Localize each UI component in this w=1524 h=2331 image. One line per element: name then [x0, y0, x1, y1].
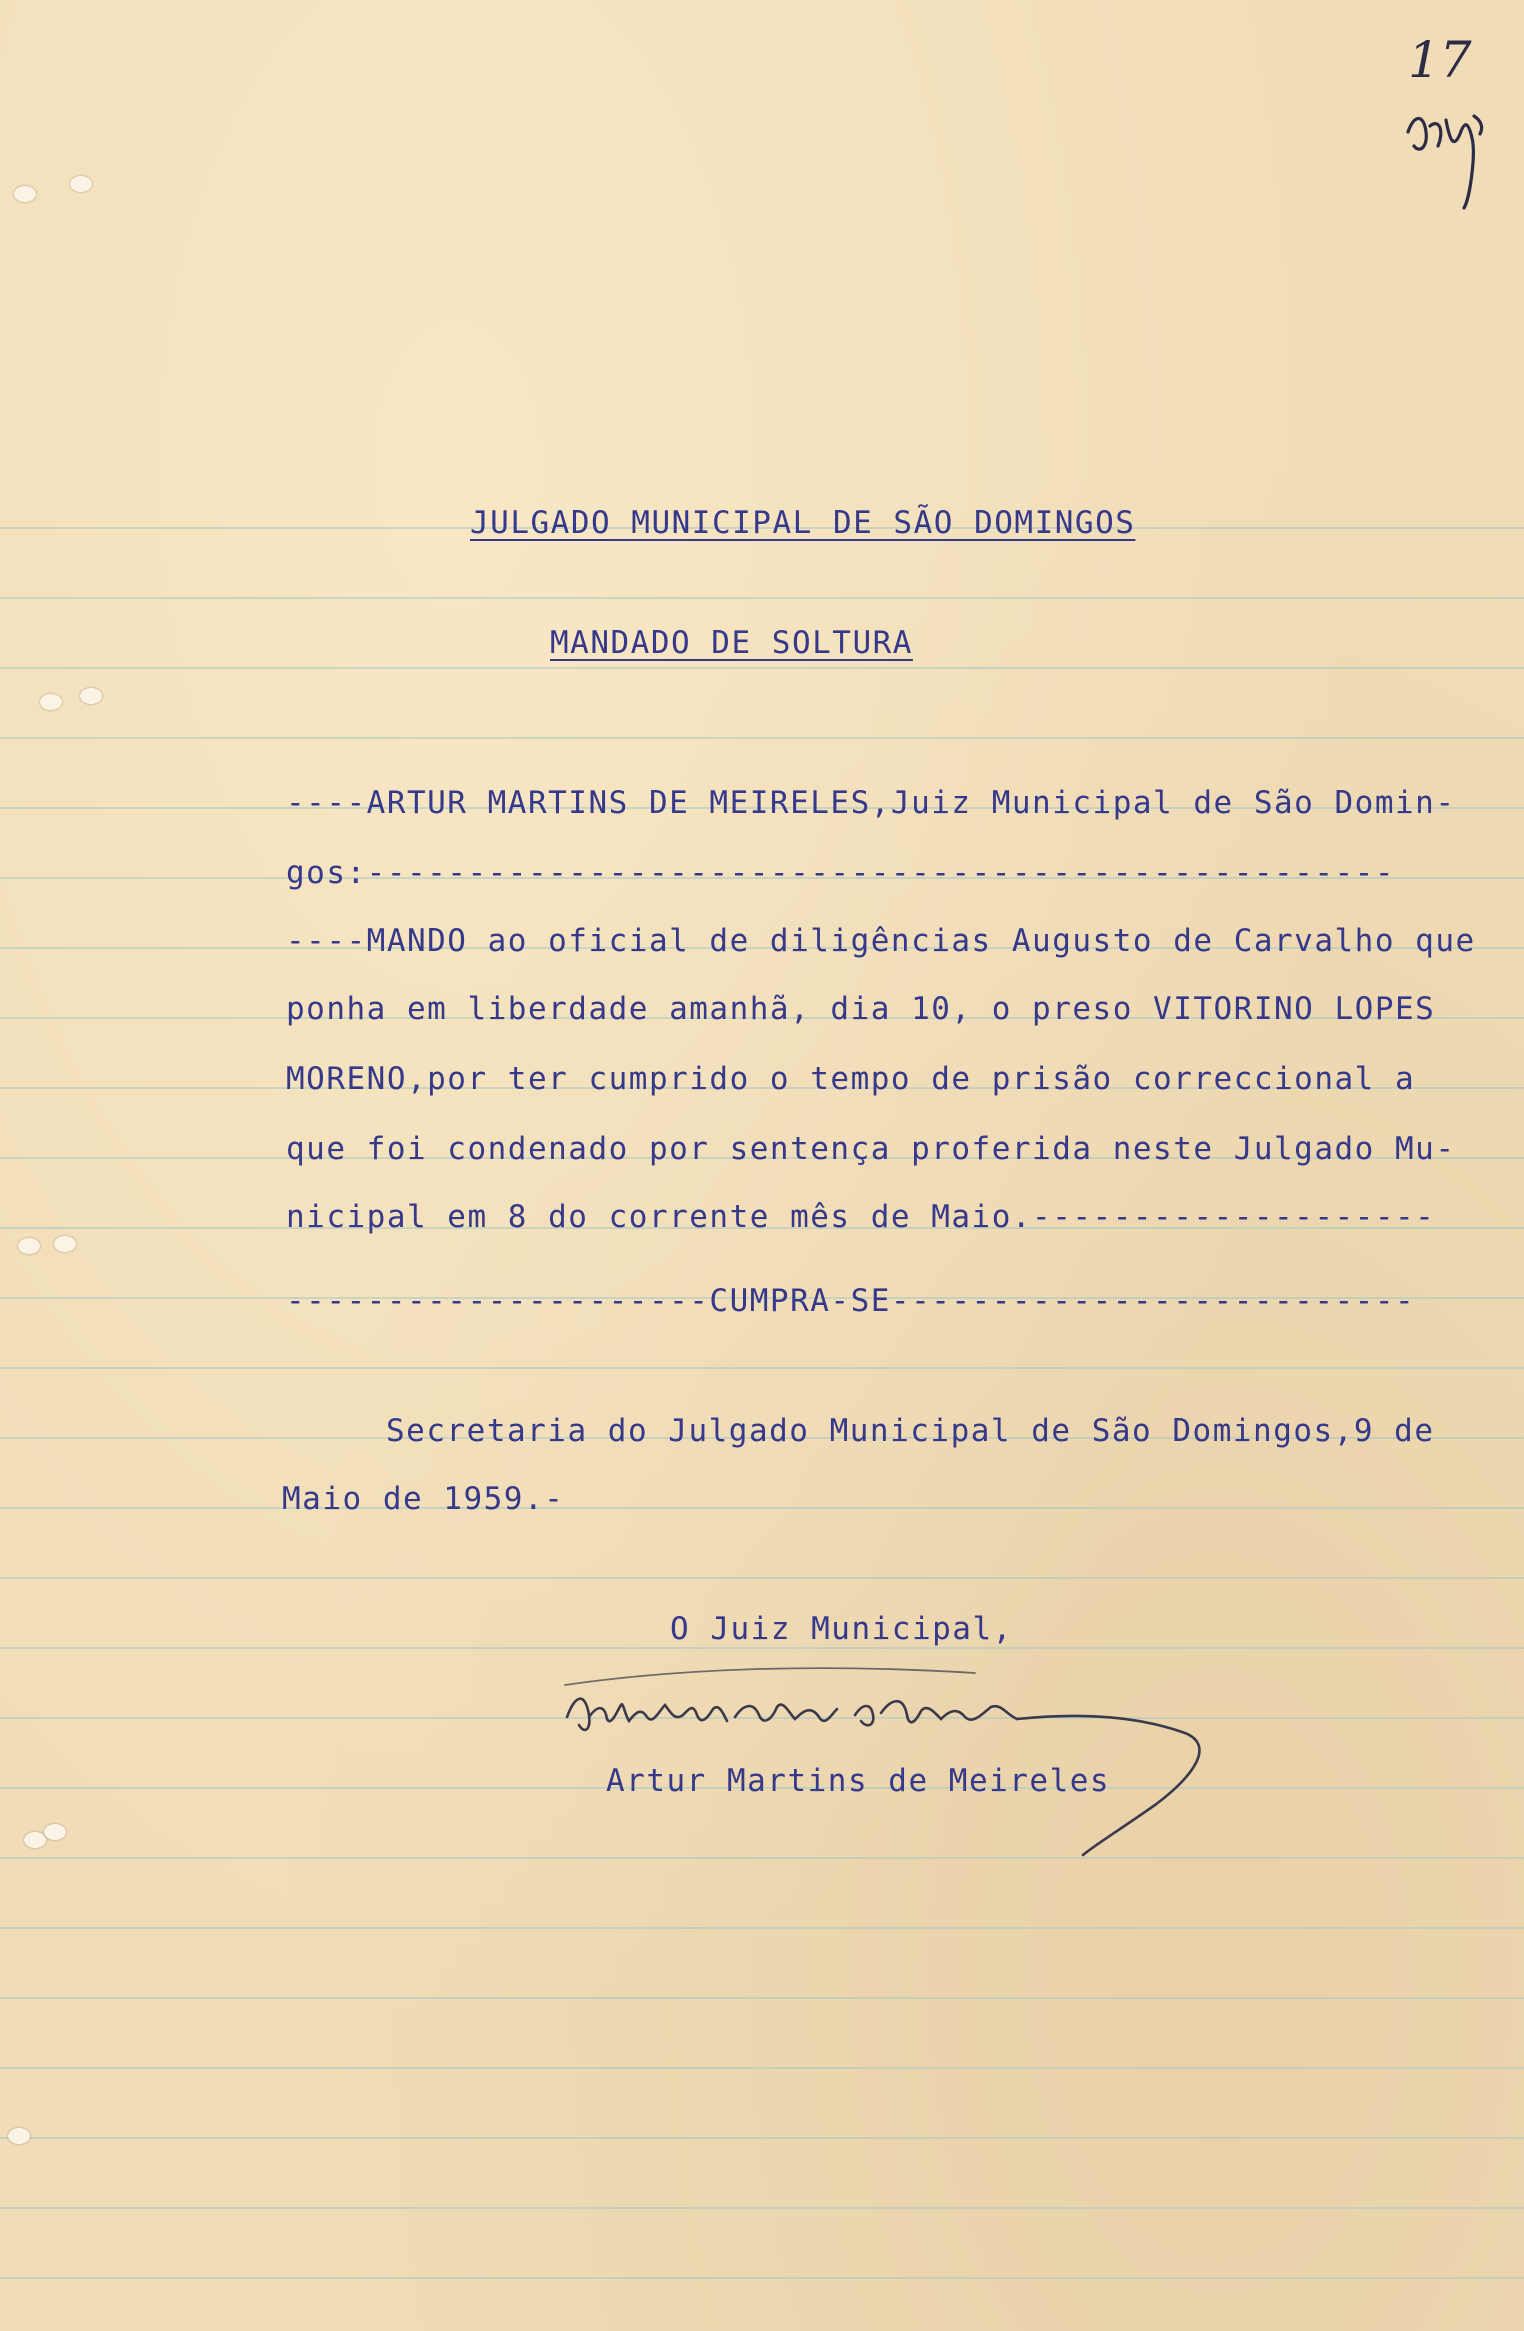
signatory-name: Artur Martins de Meireles [606, 1763, 1111, 1799]
page-number-annotation [1400, 22, 1500, 212]
body-line: que foi condenado por sentença proferida neste Julgado Mu- [286, 1131, 1456, 1167]
body-line: MORENO,por ter cumprido o tempo de prisão correccional a [286, 1061, 1416, 1097]
punch-hole [8, 2128, 30, 2144]
closing-line: Secretaria do Julgado Municipal de São Domingos,9 de [386, 1413, 1435, 1449]
punch-hole [24, 1832, 46, 1848]
body-line: ---------------------CUMPRA-SE-------------------------- [286, 1283, 1416, 1319]
court-heading: JULGADO MUNICIPAL DE SÃO DOMINGOS [470, 505, 1136, 541]
punch-hole [70, 176, 92, 192]
body-line: nicipal em 8 do corrente mês de Maio.-------------------- [286, 1199, 1436, 1235]
punch-hole [18, 1238, 40, 1254]
punch-hole [44, 1824, 66, 1840]
document-title: MANDADO DE SOLTURA [550, 625, 913, 661]
body-line: ----MANDO ao oficial de diligências Augusto de Carvalho que [286, 923, 1476, 959]
body-line: ----ARTUR MARTINS DE MEIRELES,Juiz Municipal de São Domin- [286, 785, 1456, 821]
punch-hole [40, 694, 62, 710]
closing-line: Maio de 1959.- [282, 1481, 565, 1517]
punch-hole [80, 688, 102, 704]
page-number: 17 [1408, 31, 1472, 89]
handwritten-signature [555, 1655, 1275, 1865]
body-line: gos:--------------------------------------------------- [286, 855, 1395, 891]
body-line: ponha em liberdade amanhã, dia 10, o preso VITORINO LOPES [286, 991, 1436, 1027]
punch-hole [54, 1236, 76, 1252]
signature-title: O Juiz Municipal, [670, 1611, 1013, 1647]
punch-hole [14, 186, 36, 202]
